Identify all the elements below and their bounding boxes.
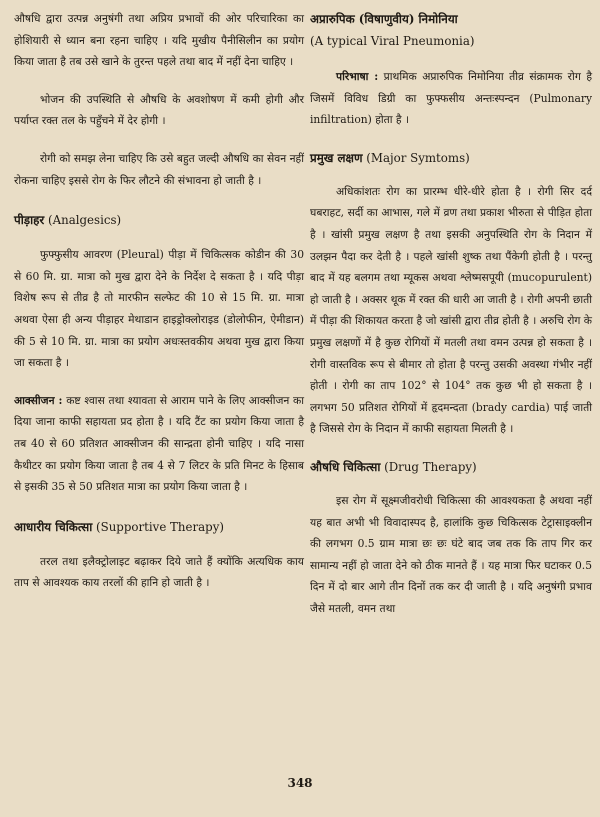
definition-lead: परिभाषा : — [336, 70, 379, 83]
oxygen-text: कष्ट श्वास तथा श्यावता से आराम पाने के लिए आक्सीजन का दिया जाना काफी सहायता प्रद होता है । यदि टैंट का प्रयोग किया जाता है तब 40 से 60 प्रतिशत आक्सीजन की सान्द्रता होनी चाहिए । यदि नासा कैथीटर का प्रयोग किया जाता है तब 4 से 7 लिटर के प्रति मिनट के हिसाब से इसकी 35 से 50 प्रतिशत मात्रा का प्रयोग किया जाता है । — [14, 393, 304, 494]
oxygen-lead: आक्सीजन : — [14, 393, 63, 407]
left-column — [14, 8, 304, 594]
paragraph-analgesics: फुफ्फुसीय आवरण (Pleural) पीड़ा में चिकित्सक कोडीन की 30 से 60 मि. ग्रा. मात्रा को मुख द्वारा देने के निर्देश दे सकता है । यदि पीड़ा विशेष रूप से तीव्र है तो मारफीन सल्फेट की 10 से 15 मि. ग्रा. मात्रा अथवा ऐसा ही अन्य पीड़ाहर मेथाडान हाइड्रोक्लोराइड (डोलोफीन, ऐमीडान) की 5 से 10 मि. ग्रा. मात्रा का प्रयोग अधःस्तवकीय अथवा मुख द्वारा किया जा सकता है । — [14, 248, 304, 370]
symptoms-heading-english: (Major Symtoms) — [366, 150, 470, 165]
section-title-english: (A typical Viral Pneumonia) — [310, 34, 475, 48]
analgesics-heading-english: (Analgesics) — [47, 213, 122, 228]
definition-text: प्राथमिक अप्रारुपिक निमोनिया तीव्र संक्रामक रोग है जिसमें विविध डिग्री का फुफ्फसीय अन्तःस्पन्दन (Pulmonary infiltration) होता है । — [310, 70, 592, 127]
supportive-heading — [14, 516, 304, 538]
right-column — [310, 8, 592, 619]
symptoms-heading — [310, 147, 592, 169]
page-number: 348 — [287, 776, 313, 790]
paragraph-symptoms: अधिकांशतः रोग का प्रारम्भ धीरे-धीरे होता है । रोगी सिर दर्द घबराहट, सर्दी का आभास, गले में व्रण तथा प्रकाश भीरुता से पीड़ित होता है । खांसी प्रमुख लक्षण है तथा इसकी अनुपस्थिति रोग के निदान में उलझन पैदा कर देती है । पहले खांसी शुष्क तथा पैंकेगी होती है । परन्तु बाद में यह बलगम तथा म्यूकस अथवा श्लेष्मसपूयी (mucopurulent) हो जाती है । अक्सर थूक में रक्त की धारी आ जाती है । रोगी अपनी छाती में पीड़ा की शिकायत करता है जो खांसी द्वारा तीव्र होती है । अरुचि रोग के प्रमुख लक्षणों में है कुछ रोगियों में मतली तथा वमन उत्पन्न हो सकता है । रोगी वास्तविक रूप से बीमार तो होता है परन्तु उसकी अवस्था गंभीर नहीं होती । रोगी का ताप 102° से 104° तक कुछ भी हो सकता है । लगभग 50 प्रतिशत रोगियों में हृदमन्दता (brady cardia) पाई जाती है जिससे रोग के निदान में काफी सहायता मिलती है । — [310, 184, 592, 436]
drug-therapy-heading — [310, 456, 592, 478]
drug-therapy-heading-hindi: औषधि चिकित्सा — [310, 459, 381, 474]
paragraph-definition — [310, 66, 592, 131]
analgesics-heading-hindi: पीड़ाहर — [14, 213, 45, 228]
paragraph-supportive: तरल तथा इलैक्ट्रोलाइट बढ़ाकर दिये जाते हैं क्योंकि अत्यधिक काय ताप से आवश्यक काय तरलों की हानि हो जाती है । — [14, 554, 304, 590]
paragraph-side-effects: औषधि द्वारा उत्पन्न अनुषंगी तथा अप्रिय प्रभावों की ओर परिचारिका का होशियारी से ध्यान बना रहना चाहिए । यदि मुखीय पैनीसिलीन का प्रयोग किया जाता है तब उसे खाने के तुरन्त पहले तथा बाद में नहीं देना चाहिए । — [14, 12, 304, 69]
drug-therapy-heading-english: (Drug Therapy) — [384, 459, 477, 474]
paragraph-drug-therapy: इस रोग में सूक्ष्मजीवरोधी चिकित्सा की आवश्यकता है अथवा नहीं यह बात अभी भी विवादास्पद है, हालांकि कुछ चिकित्सक टेट्रासाइक्लीन की लगभग 0.5 ग्राम मात्रा छः छः घंटे बाद जब तक कि ताप गिर कर सामान्य नहीं हो जाता देने को ठीक मानते हैं । यह मात्रा फिर घटाकर 0.5 दिन में दो बार आगे तीन दिनों तक कर दी जाती है । यदि अनुषंगी प्रभाव जैसे मतली, वमन तथा — [310, 493, 592, 615]
supportive-heading-english: (Supportive Therapy) — [96, 519, 224, 534]
symptoms-heading-hindi: प्रमुख लक्षण — [310, 150, 363, 165]
analgesics-heading — [14, 209, 304, 231]
paragraph-patient-advice: रोगी को समझ लेना चाहिए कि उसे बहुत जल्दी औषधि का सेवन नहीं रोकना चाहिए इससे रोग के फिर लौटने की संभावना हो जाती है । — [14, 151, 304, 187]
paragraph-food-absorption: भोजन की उपस्थिति से औषधि के अवशोषण में कमी होगी और पर्याप्त रक्त तल के पहुँचने में देर होगी । — [14, 92, 304, 128]
section-title-hindi — [310, 8, 592, 30]
paragraph-oxygen — [14, 390, 304, 498]
section-title-hindi-text: अप्रारुपिक (विषाणुवीय) निमोनिया — [310, 12, 458, 26]
supportive-heading-hindi: आधारीय चिकित्सा — [14, 519, 93, 534]
